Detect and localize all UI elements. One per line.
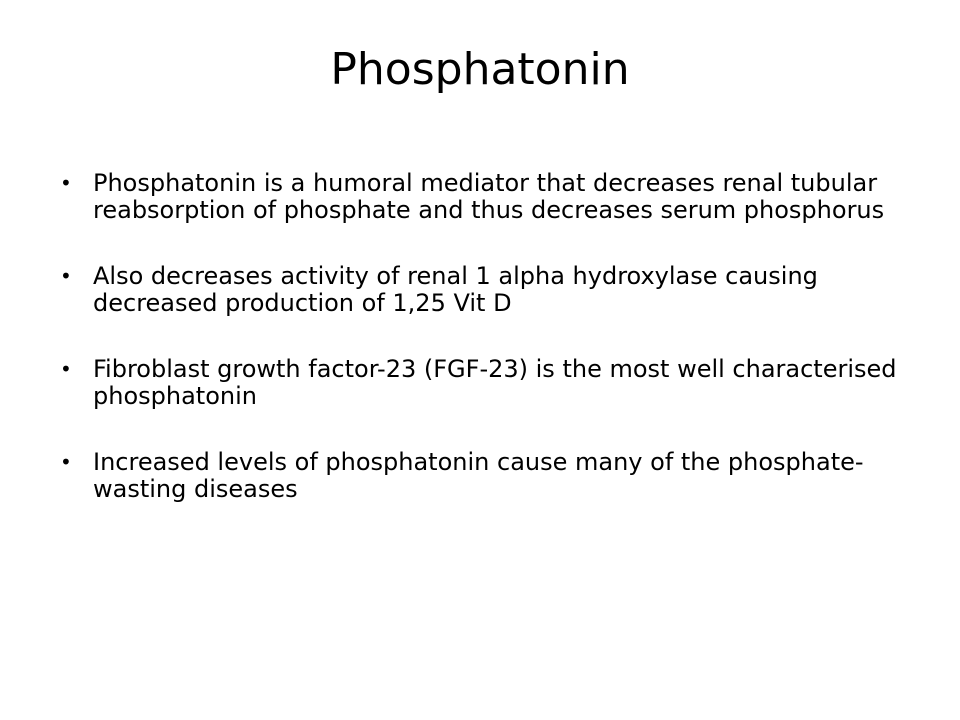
bullet-item (60, 263, 910, 317)
bullet-icon: • (60, 357, 72, 381)
bullet-text: Increased levels of phosphatonin cause many of the phosphate-wasting diseases (93, 448, 864, 503)
bullet-text: Fibroblast growth factor-23 (FGF-23) is the most well characterised phosphatonin (93, 355, 897, 410)
bullet-item (60, 170, 910, 224)
bullet-item (60, 449, 910, 503)
bullet-icon: • (60, 264, 72, 288)
bullet-list (60, 170, 910, 503)
bullet-icon: • (60, 450, 72, 474)
bullet-item (60, 356, 910, 410)
bullet-icon: • (60, 171, 72, 195)
bullet-text: Phosphatonin is a humoral mediator that decreases renal tubular reabsorption of phosphate and thus decreases serum phosphorus (93, 169, 885, 224)
slide-title: Phosphatonin (330, 44, 630, 95)
bullet-text: Also decreases activity of renal 1 alpha hydroxylase causing decreased production of 1,25 Vit D (93, 262, 818, 317)
